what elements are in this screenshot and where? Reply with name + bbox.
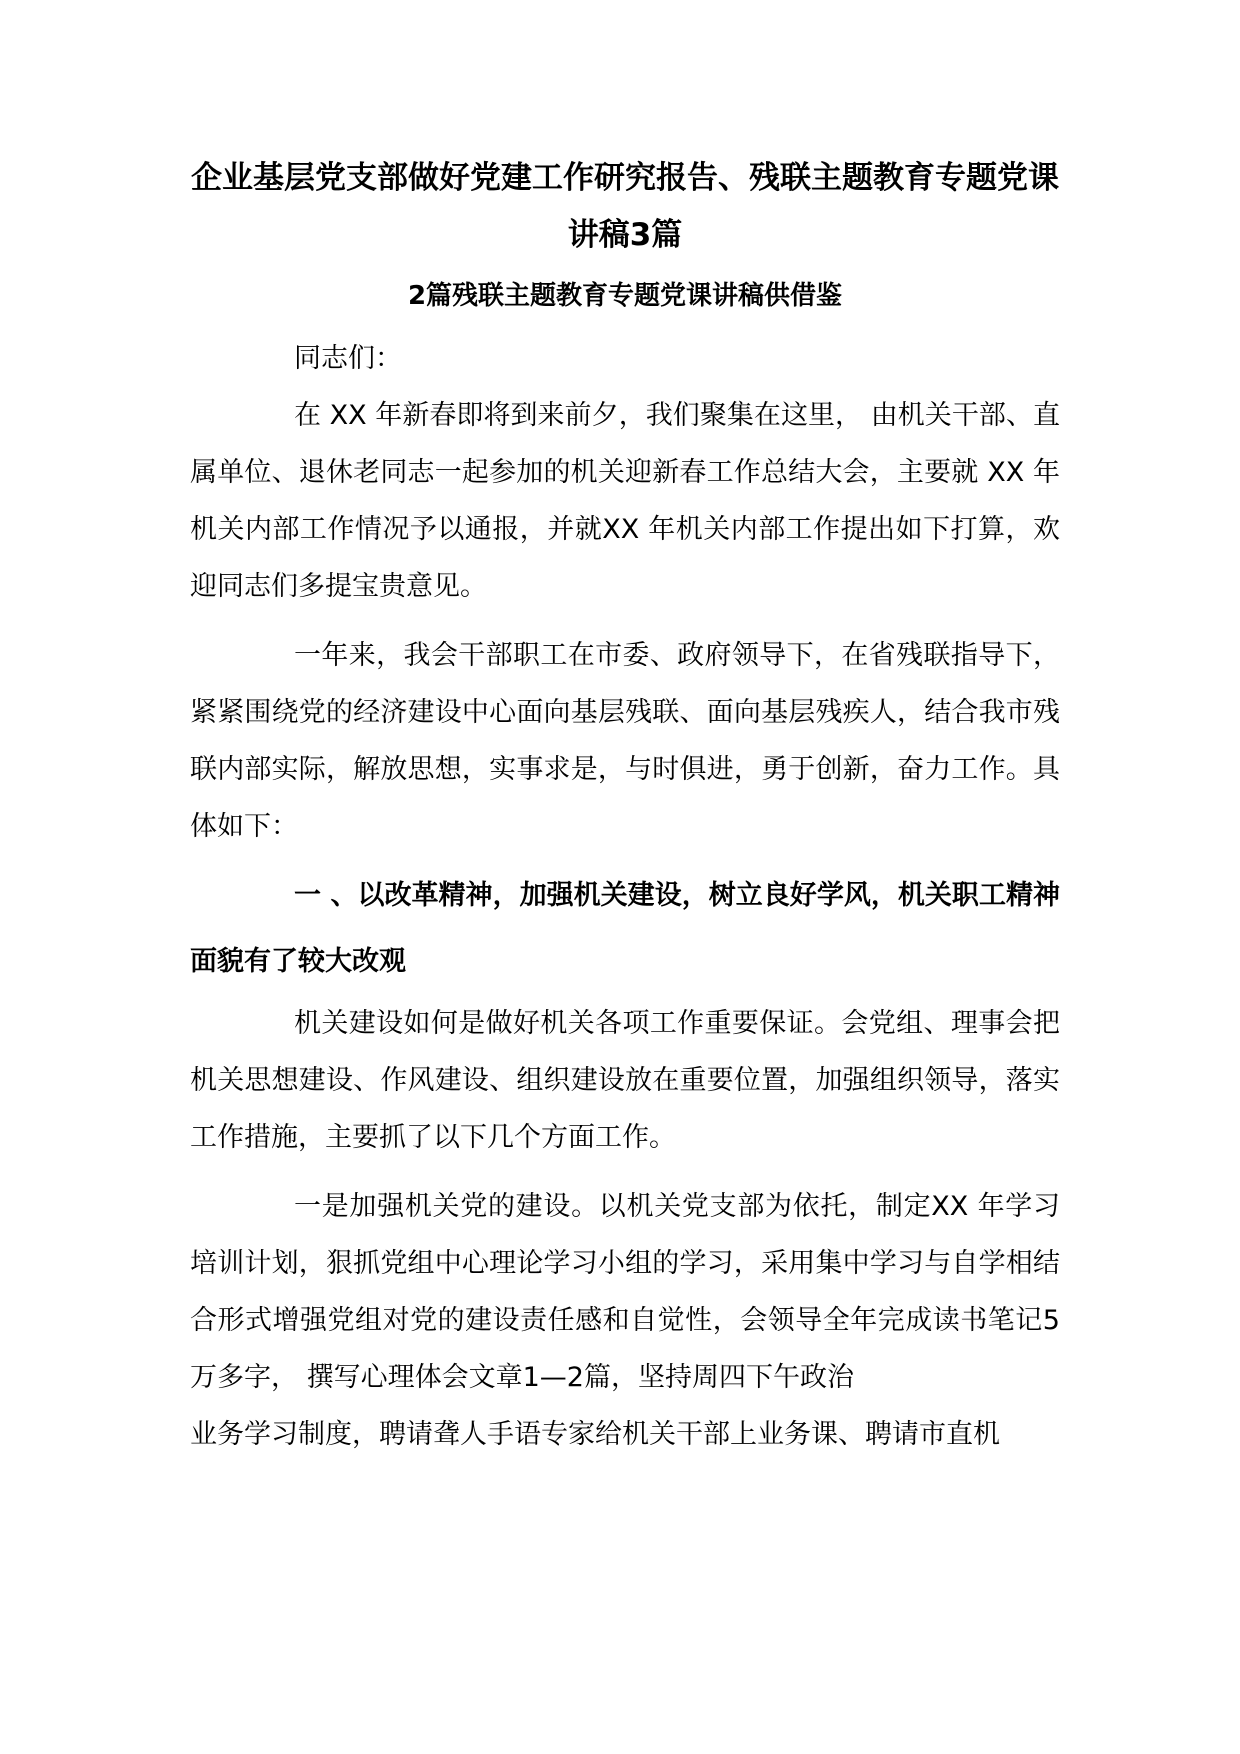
paragraph-opening: 在 XX 年新春即将到来前夕，我们聚集在这里， 由机关干部、直属单位、退休老同志一起参加的机关迎新春工作总结大会，主要就 XX 年机关内部工作情况予以通报，并就XX 年机关内部工作提出如下打算，欢迎同志们多提宝贵意见。 <box>190 400 1060 602</box>
paragraph-continuation: 业务学习制度，聘请聋人手语专家给机关干部上业务课、聘请市直机 <box>190 1419 1000 1450</box>
paragraph-party-building: 一是加强机关党的建设。以机关党支部为依托，制定XX 年学习培训计划，狠抓党组中心理论学习小组的学习，采用集中学习与自学相结合形式增强党组对党的建设责任感和自觉性，会领导全年完成读书笔记5万多字， 撰写心理体会文章1—2篇，坚持周四下午政治 <box>190 1191 1060 1393</box>
document-page <box>190 150 1060 1463</box>
section-heading: 一 、以改革精神，加强机关建设，树立良好学风，机关职工精神面貌有了较大改观 <box>190 880 1060 977</box>
document-title: 企业基层党支部做好党建工作研究报告、残联主题教育专题党课讲稿3篇 <box>191 160 1059 253</box>
paragraph-summary: 一年来，我会干部职工在市委、政府领导下，在省残联指导下，紧紧围绕党的经济建设中心面向基层残联、面向基层残疾人，结合我市残联内部实际，解放思想，实事求是，与时俱进，勇于创新，奋力工作。具体如下： <box>190 640 1060 842</box>
greeting: 同志们： <box>294 343 402 374</box>
paragraph-section-intro: 机关建设如何是做好机关各项工作重要保证。会党组、理事会把机关思想建设、作风建设、组织建设放在重要位置，加强组织领导，落实工作措施，主要抓了以下几个方面工作。 <box>190 1008 1060 1153</box>
document-subtitle: 2篇残联主题教育专题党课讲稿供借鉴 <box>407 281 843 311</box>
